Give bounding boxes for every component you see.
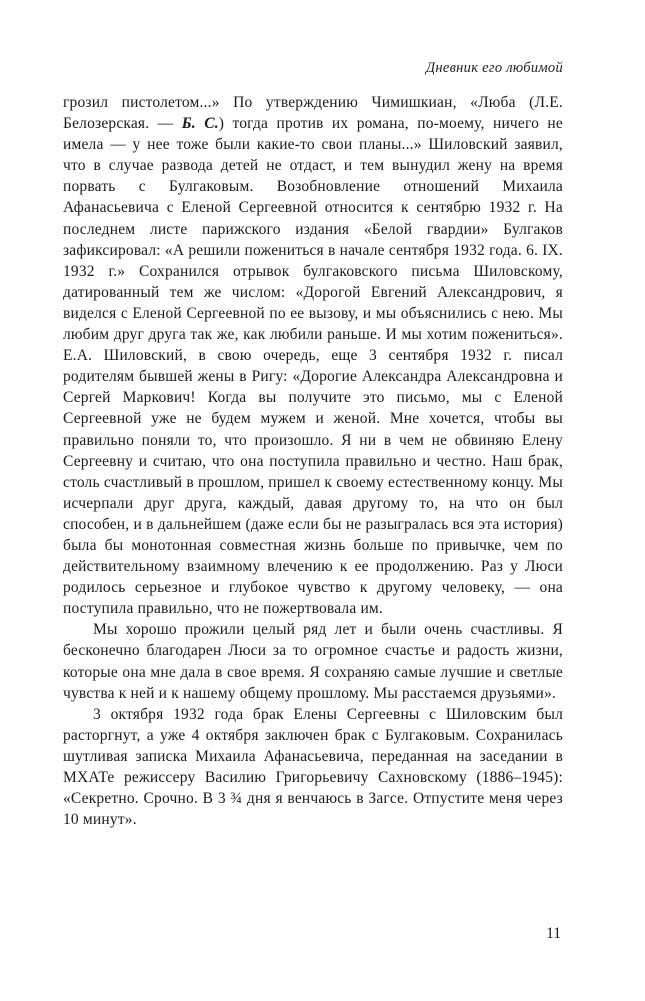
paragraph-letter-closing: Мы хорошо прожили целый ряд лет и были очень счастливы. Я бесконечно благодарен Люси за то огромное счастье и радость жизни, которые она мне дала в свое время. Я сохраняю самые лучшие и светлые чувства к ней и к нашему общему прошлому. Мы расстаемся друзьями». [63,621,563,702]
page-body-text [63,92,563,830]
author-initials: Б. С. [181,115,219,133]
paragraph-text-after-initials: ) тогда против их романа, по-моему, ничего не имела — у нее тоже были какие-то свои планы...» Шиловский заявил, что в случае развода детей не отдаст, и тем вынудил жену на время порвать с Булгаковым. Возобновление отношений Михаила Афанасьевича с Еленой Сергеевной относится к сентябрю 1932 г. На последнем листе парижского издания «Белой гвардии» Булгаков зафиксировал: «А решили пожениться в начале сентября 1932 года. 6. IX. 1932 г.» Сохранился отрывок булгаковского письма Шиловскому, датированный тем же числом: «Дорогой Евгений Александрович, я виделся с Еленой Сергеевной по ее вызову, и мы объяснились с нею. Мы любим друг друга так же, как любили раньше. И мы хотим пожениться». Е.А. Шиловский, в свою очередь, еще 3 сентября 1932 г. писал родителям бывшей жены в Ригу: «Дорогие Александра Александровна и Сергей Маркович! Когда вы получите это письмо, мы с Еленой Сергеевной уже не будем мужем и женой. Мне хочется, чтобы вы правильно поняли то, что произошло. Я ни в чем не обвиняю Елену Сергеевну и считаю, что она поступила правильно и честно. Наш брак, столь счастливый в прошлом, пришел к своему естественному концу. Мы исчерпали друг друга, каждый, давая другому то, на что он был способен, и в дальнейшем (даже если бы не разыгралась вся эта история) была бы монотонная совместная жизнь больше по привычке, чем по действительному взаимному влечению к ее продолжению. Раз у Люси родилось серьезное и глубокое чувство к другому человеку, — она поступила правильно, что не пожертвовала им. [63,115,563,618]
paragraph-marriage: 3 октября 1932 года брак Елены Сергеевны с Шиловским был расторгнут, а уже 4 октября заключен брак с Булгаковым. Сохранилась шутливая записка Михаила Афанасьевича, переданная на заседании в МХАТе режиссеру Василию Григорьевичу Сахновскому (1886–1945): «Секретно. Срочно. В 3 ¾ дня я венчаюсь в Загсе. Отпустите меня через 10 минут». [63,705,563,829]
paragraph-text-before-initials: грозил пистолетом...» По утверждению Чимишкиан, «Люба (Л.Е. Белозерская. — [63,94,563,133]
running-header: Дневник его любимой [425,60,563,76]
paragraph-letter-shilovsky [63,92,563,619]
page-number: 11 [546,925,561,942]
